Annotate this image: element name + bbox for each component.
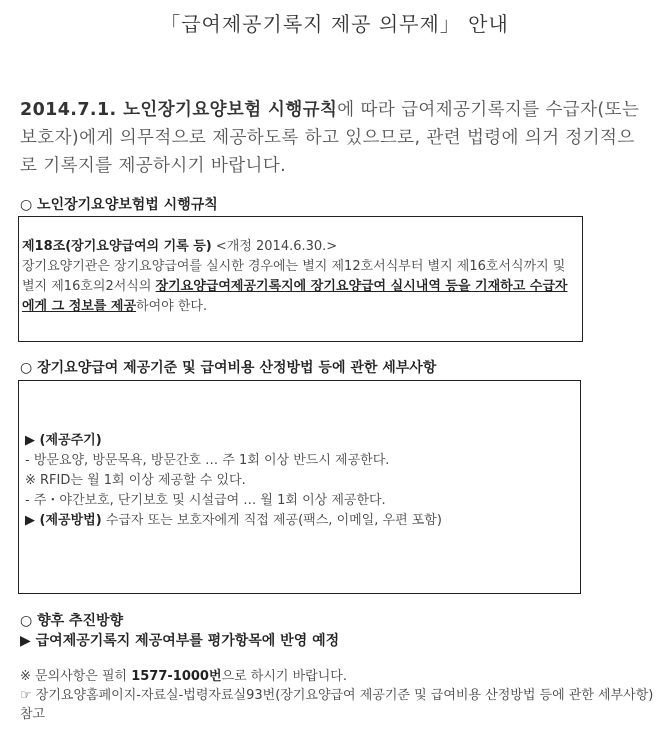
notice-text: 에 따라 급여제공기록지를 수급자(또는 보호자)에게 의무적으로 제공하도록 하고 있으므로, 관련 법령에 의거 정기적으로 기록지를 제공하시기 바랍니다. — [20, 100, 640, 176]
future-item: ▶ 급여제공기록지 제공여부를 평가항목에 반영 예정 — [20, 633, 340, 649]
inquiry-pre: ※ 문의사항은 필히 — [20, 669, 132, 684]
standards-box — [18, 380, 581, 594]
regulation-box — [18, 216, 583, 342]
method-text: 수급자 또는 보호자에게 직접 제공(팩스, 이메일, 우편 포함) — [101, 513, 442, 528]
inquiry-line — [20, 667, 660, 686]
inquiry-post: 으로 하시기 바랍니다. — [221, 669, 347, 684]
reference-line: ☞ 장기요양홈페이지-자료실-법령자료실93번(장기요양급여 제공기준 및 급여비용 산정방법 등에 관한 세부사항) 참고 — [20, 688, 654, 722]
section-heading-future: ○ 향후 추진방향 — [20, 613, 124, 629]
article-body-end: 하여야 한다. — [136, 299, 208, 314]
section-heading-regulation: ○ 노인장기요양보험법 시행규칙 — [20, 197, 218, 213]
notice-paragraph — [20, 96, 650, 180]
method-label: ▶ (제공방법) — [25, 513, 102, 528]
section-heading-standards: ○ 장기요양급여 제공기준 및 급여비용 산정방법 등에 관한 세부사항 — [20, 360, 437, 376]
phone-number: 1577-1000번 — [131, 669, 222, 684]
article-title: 제18조(장기요양급여의 기록 등) — [22, 239, 212, 254]
cycle-line-facility: - 주・야간보호, 단기보호 및 시설급여 … 월 1회 이상 제공한다. — [25, 493, 386, 508]
cycle-line-rfid: ※ RFID는 월 1회 이상 제공할 수 있다. — [25, 473, 246, 488]
page-title: 「급여제공기록지 제공 의무제」 안내 — [160, 12, 509, 36]
method-line — [25, 511, 574, 531]
cycle-line-visit: - 방문요양, 방문목욕, 방문간호 … 주 1회 이상 반드시 제공한다. — [25, 453, 390, 468]
notice-lead: 2014.7.1. 노인장기요양보험 시행규칙 — [20, 100, 338, 120]
article-emphasis: 장기요양급여제공기록지에 장기요양급여 실시내역 등을 기재하고 수급자에게 그 정보를 제공 — [22, 279, 568, 314]
footer-notes — [20, 667, 660, 724]
cycle-label: ▶ (제공주기) — [25, 433, 102, 448]
article-body: 장기요양기관은 장기요양급여를 실시한 경우에는 별지 제12호서식부터 별지 제16호서식까지 및 별지 제16호의2서식의 — [22, 259, 566, 294]
article-revision: <개정 2014.6.30.> — [211, 239, 338, 254]
